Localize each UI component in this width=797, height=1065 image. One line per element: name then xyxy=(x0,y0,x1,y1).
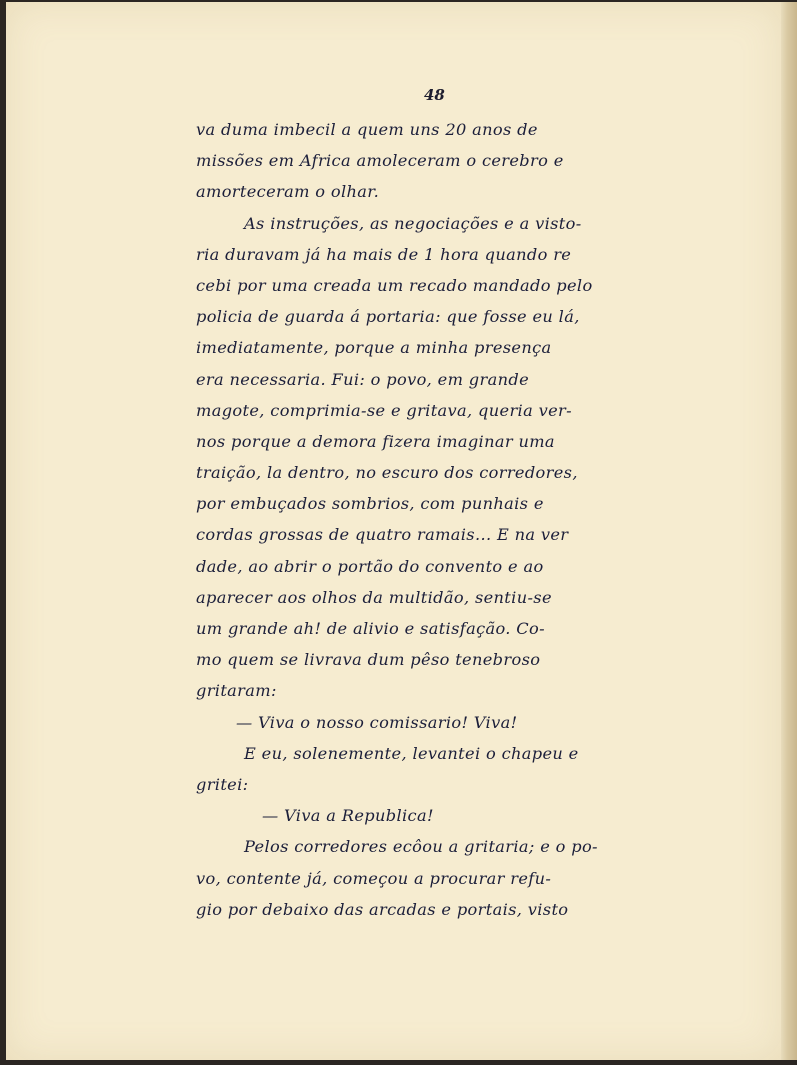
text-line: por embuçados sombrios, com punhais e xyxy=(196,494,544,514)
text-line: cordas grossas de quatro ramais... E na ver xyxy=(196,525,569,545)
text-line: Pelos corredores ecôou a gritaria; e o po- xyxy=(244,837,598,857)
text-line: mo quem se livrava dum pêso tenebroso xyxy=(196,650,541,670)
text-line: nos porque a demora fizera imaginar uma xyxy=(196,431,555,451)
text-line: cebi por uma creada um recado mandado pelo xyxy=(196,275,593,295)
text-line: E eu, solenemente, levantei o chapeu e xyxy=(244,743,579,763)
text-line: traição, la dentro, no escuro dos corredores, xyxy=(196,463,578,483)
page-edge xyxy=(781,2,797,1060)
text-line: missões em Africa amoleceram o cerebro e xyxy=(196,151,564,171)
text-line: gritei: xyxy=(196,774,249,794)
text-line: amorteceram o olhar. xyxy=(196,182,380,202)
dialogue-line: — Viva a Republica! xyxy=(262,806,434,826)
text-line: era necessaria. Fui: o povo, em grande xyxy=(196,369,529,389)
text-line: magote, comprimia-se e gritava, queria ver- xyxy=(196,400,572,420)
text-line: imediatamente, porque a minha presença xyxy=(196,338,552,358)
text-line: ria duravam já ha mais de 1 hora quando re xyxy=(196,244,572,264)
text-line: dade, ao abrir o portão do convento e ao xyxy=(196,556,544,576)
text-line: va duma imbecil a quem uns 20 anos de xyxy=(196,120,538,139)
text-line: As instruções, as negociações e a visto- xyxy=(244,213,582,233)
page-number: 48 xyxy=(424,86,445,104)
text-line: aparecer aos olhos da multidão, sentiu-se xyxy=(196,587,552,607)
text-line: gritaram: xyxy=(196,681,277,701)
handwritten-text-block xyxy=(196,114,696,925)
text-line: um grande ah! de alivio e satisfação. Co- xyxy=(196,619,545,638)
dialogue-line: — Viva o nosso comissario! Viva! xyxy=(236,712,518,732)
manuscript-page xyxy=(6,2,781,1060)
text-line: policia de guarda á portaria: que fosse eu lá, xyxy=(196,307,580,327)
text-line: vo, contente já, começou a procurar refu- xyxy=(196,868,552,888)
text-line: gio por debaixo das arcadas e portais, visto xyxy=(196,899,569,919)
